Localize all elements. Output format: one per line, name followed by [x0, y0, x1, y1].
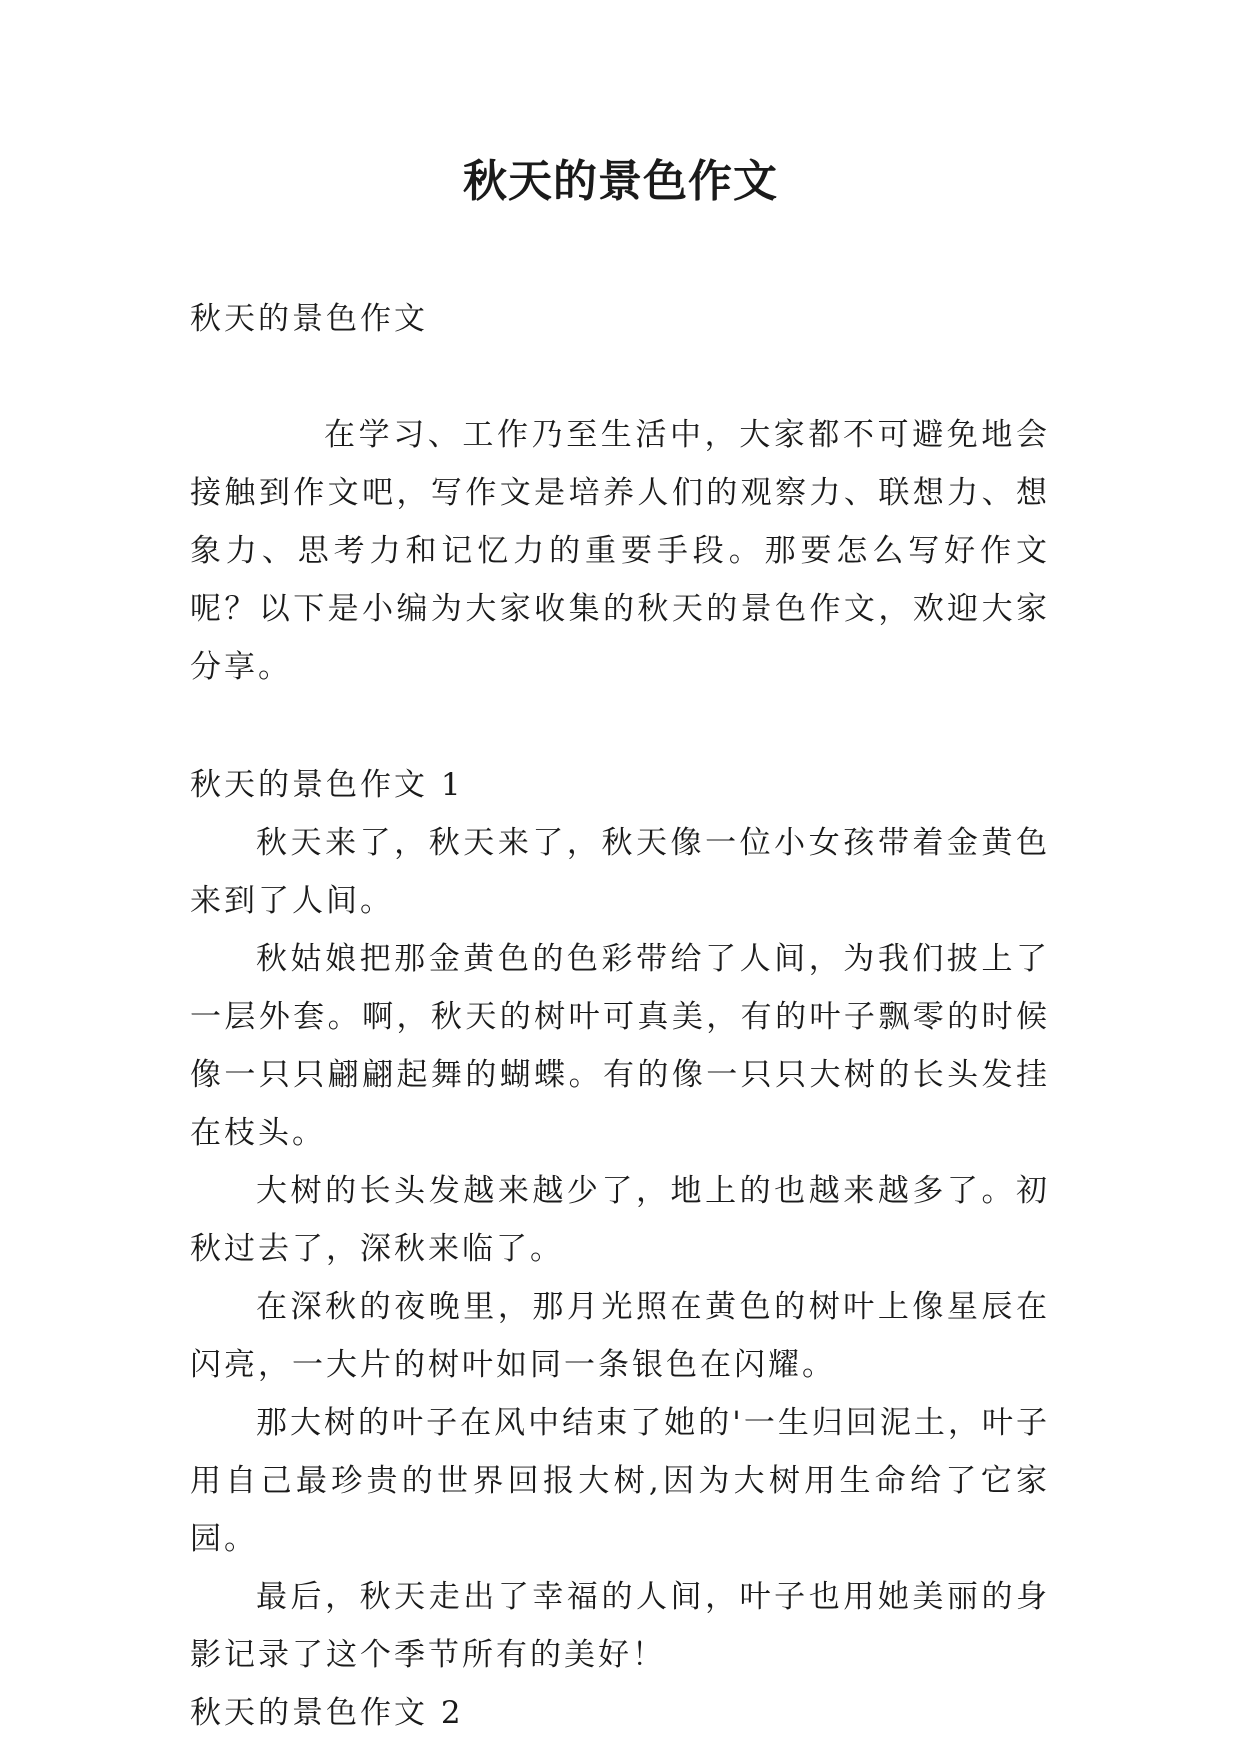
essay-1-paragraph: 最后，秋天走出了幸福的人间，叶子也用她美丽的身影记录了这个季节所有的美好！ [190, 1579, 1050, 1673]
essay-1-paragraph: 秋姑娘把那金黄色的色彩带给了人间，为我们披上了一层外套。啊，秋天的树叶可真美，有的叶子飘零的时候像一只只翩翩起舞的蝴蝶。有的像一只只大树的长头发挂在枝头。 [190, 941, 1050, 1151]
essay-1-paragraph: 那大树的叶子在风中结束了她的'一生归回泥土，叶子用自己最珍贵的世界回报大树,因为大树用生命给了它家园。 [190, 1405, 1050, 1557]
essay-1-paragraph: 在深秋的夜晚里，那月光照在黄色的树叶上像星辰在闪亮，一大片的树叶如同一条银色在闪耀。 [190, 1289, 1050, 1383]
document-subtitle: 秋天的景色作文 [190, 301, 428, 337]
essay-2-heading: 秋天的景色作文 2 [190, 1695, 464, 1731]
essay-1-paragraph: 大树的长头发越来越少了，地上的也越来越多了。初秋过去了，深秋来临了。 [190, 1173, 1050, 1267]
document-body [190, 290, 1050, 1742]
essay-1-paragraph: 秋天来了，秋天来了，秋天像一位小女孩带着金黄色来到了人间。 [190, 825, 1050, 919]
essay-1-heading: 秋天的景色作文 1 [190, 767, 464, 803]
document-title: 秋天的景色作文 [463, 156, 778, 207]
intro-paragraph: 在学习、工作乃至生活中，大家都不可避免地会接触到作文吧，写作文是培养人们的观察力、联想力、想象力、思考力和记忆力的重要手段。那要怎么写好作文呢？以下是小编为大家收集的秋天的景色作文，欢迎大家分享。 [190, 417, 1050, 685]
